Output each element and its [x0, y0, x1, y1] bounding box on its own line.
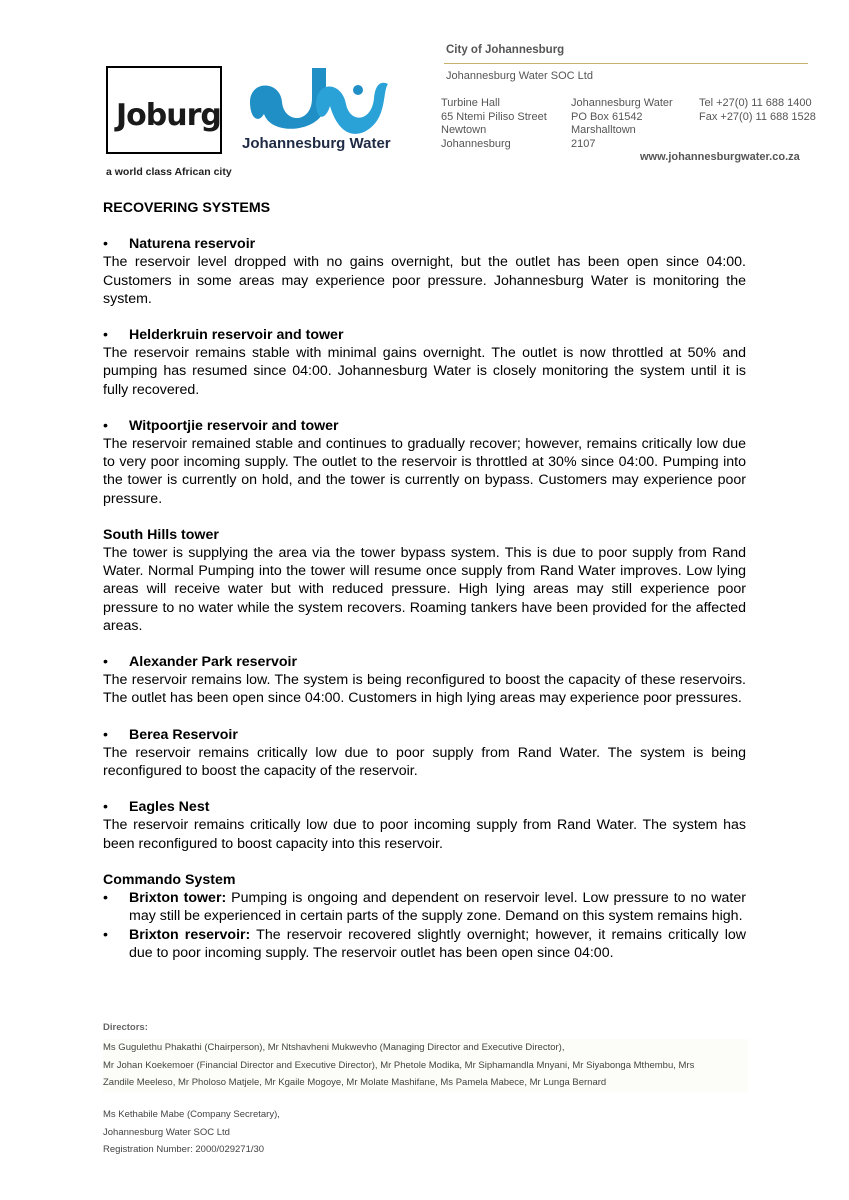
- fax: Fax +27(0) 11 688 1528: [699, 110, 816, 123]
- registration-number: Registration Number: 2000/029271/30: [103, 1144, 265, 1155]
- address-line: Johannesburg Water: [571, 97, 673, 109]
- section-text: The reservoir remained stable and continues to gradually recover; however, remains critically low due to very poor incoming supply. The outlet to the reservoir is throttled at 30% since 04:00. Pumping into the tower is currently on hold, and the tower is currently on bypass. Customers may experience poor pressure.: [103, 436, 746, 507]
- section-south-hills: [103, 526, 746, 635]
- section-title: South Hills tower: [103, 526, 219, 543]
- directors-line: Zandile Meeleso, Mr Pholoso Matjele, Mr Kgaile Mogoye, Mr Molate Mashifane, Ms Pamela Mabece, Mr Lunga Bernard: [103, 1077, 607, 1088]
- bullet-icon: •: [103, 327, 108, 344]
- address-line: Johannesburg: [441, 137, 511, 150]
- directors-line: Mr Johan Koekemoer (Financial Director and Executive Director), Mr Phetole Modika, Mr Siphamandla Mnyani, Mr Siyabonga Mthembu, Mrs: [103, 1059, 695, 1071]
- bullet-icon: •: [103, 799, 108, 816]
- section-title: Alexander Park reservoir: [129, 654, 297, 671]
- section-text: The reservoir remains stable with minimal gains overnight. The outlet is now throttled at 50% and pumping has resumed since 04:00. Johannesburg Water is closely monitoring the system until it is fully recovered.: [103, 345, 746, 398]
- document-title: RECOVERING SYSTEMS: [103, 200, 271, 216]
- address-line: Turbine Hall: [441, 97, 500, 109]
- company-secretary: Ms Kethabile Mabe (Company Secretary),: [103, 1109, 280, 1120]
- section-witpoortjie: [103, 417, 746, 508]
- address-line: PO Box 61542: [571, 110, 643, 123]
- section-title: Eagles Nest: [129, 799, 210, 816]
- section-text: The reservoir level dropped with no gains overnight, but the outlet has been open since 04:00. Customers in some areas may experience poor pressure. Johannesburg Water is monitoring the system.: [103, 254, 746, 307]
- section-text: The reservoir remains critically low due to poor supply from Rand Water. The system is being reconfigured to boost the capacity of the reservoir.: [103, 744, 746, 780]
- section-text: The reservoir remains low. The system is being reconfigured to boost the capacity of these reservoirs. The outlet has been open since 04:00. Customers in high lying areas may experience poor pressures.: [103, 672, 746, 707]
- physical-address: [441, 97, 547, 151]
- document-body: [103, 199, 746, 962]
- bullet-icon: •: [103, 726, 108, 743]
- bullet-icon: •: [103, 926, 108, 943]
- section-title: Commando System: [103, 871, 236, 888]
- section-eagles-nest: [103, 798, 746, 853]
- section-title: Berea Reservoir: [129, 726, 238, 743]
- company-name: Johannesburg Water SOC Ltd: [446, 70, 593, 82]
- section-text: The tower is supplying the area via the tower bypass system. This is due to poor supply from Rand Water. Normal Pumping into the tower will resume once supply from Rand Water improves. Low lying areas will receive water but with reduced pressure. High lying areas may still experience poor pressure to no water while the system recovers. Roaming tankers have been provided for the affected areas.: [103, 545, 746, 634]
- directors-line: Ms Gugulethu Phakathi (Chairperson), Mr Ntshavheni Mukwevho (Managing Director and Executive Director),: [103, 1042, 565, 1053]
- contact-numbers: [699, 97, 816, 124]
- section-helderkruin: [103, 326, 746, 399]
- directors-label: Directors:: [103, 1022, 148, 1033]
- johannesburg-water-logo-icon: [242, 62, 392, 142]
- bullet-icon: •: [103, 654, 108, 671]
- city-name: City of Johannesburg: [446, 44, 565, 56]
- company-details: [103, 1106, 280, 1159]
- header-divider: [444, 63, 808, 64]
- bullet-icon: •: [103, 890, 108, 907]
- section-alexander-park: [103, 653, 746, 708]
- section-naturena: [103, 235, 746, 308]
- section-title: Witpoortjie reservoir and tower: [129, 417, 339, 434]
- telephone: Tel +27(0) 11 688 1400: [699, 97, 812, 109]
- address-line: 65 Ntemi Piliso Street: [441, 110, 547, 123]
- list-item: [103, 926, 746, 962]
- bullet-icon: •: [103, 236, 108, 253]
- address-line: 2107: [571, 137, 596, 150]
- section-title: Helderkruin reservoir and tower: [129, 327, 344, 344]
- list-item: [103, 889, 746, 925]
- bullet-icon: •: [103, 417, 108, 434]
- postal-address: [571, 97, 673, 151]
- joburg-logo: Joburg: [116, 98, 221, 133]
- item-text: Pumping is ongoing and dependent on reservoir level. Low pressure to no water may still be experienced in certain parts of the supply zone. Demand on this system remains high.: [129, 890, 746, 925]
- website-link[interactable]: www.johannesburgwater.co.za: [640, 151, 800, 163]
- footer-company-name: Johannesburg Water SOC Ltd: [103, 1126, 230, 1138]
- item-label: Brixton tower:: [129, 890, 227, 907]
- directors-list: [103, 1039, 748, 1092]
- johannesburg-water-logo-text: Johannesburg Water: [242, 135, 391, 152]
- address-line: Newtown: [441, 124, 487, 136]
- section-berea: [103, 726, 746, 781]
- section-title: Naturena reservoir: [129, 236, 256, 253]
- address-line: Marshalltown: [571, 124, 636, 136]
- joburg-tagline: a world class African city: [106, 166, 232, 178]
- item-text: The reservoir recovered slightly overnight; however, it remains critically low due to poor incoming supply. The reservoir outlet has been open since 04:00.: [129, 926, 747, 961]
- section-commando: [103, 871, 746, 962]
- item-label: Brixton reservoir:: [129, 926, 251, 943]
- section-text: The reservoir remains critically low due to poor incoming supply from Rand Water. The system has been reconfigured to boost capacity into this reservoir.: [103, 817, 746, 852]
